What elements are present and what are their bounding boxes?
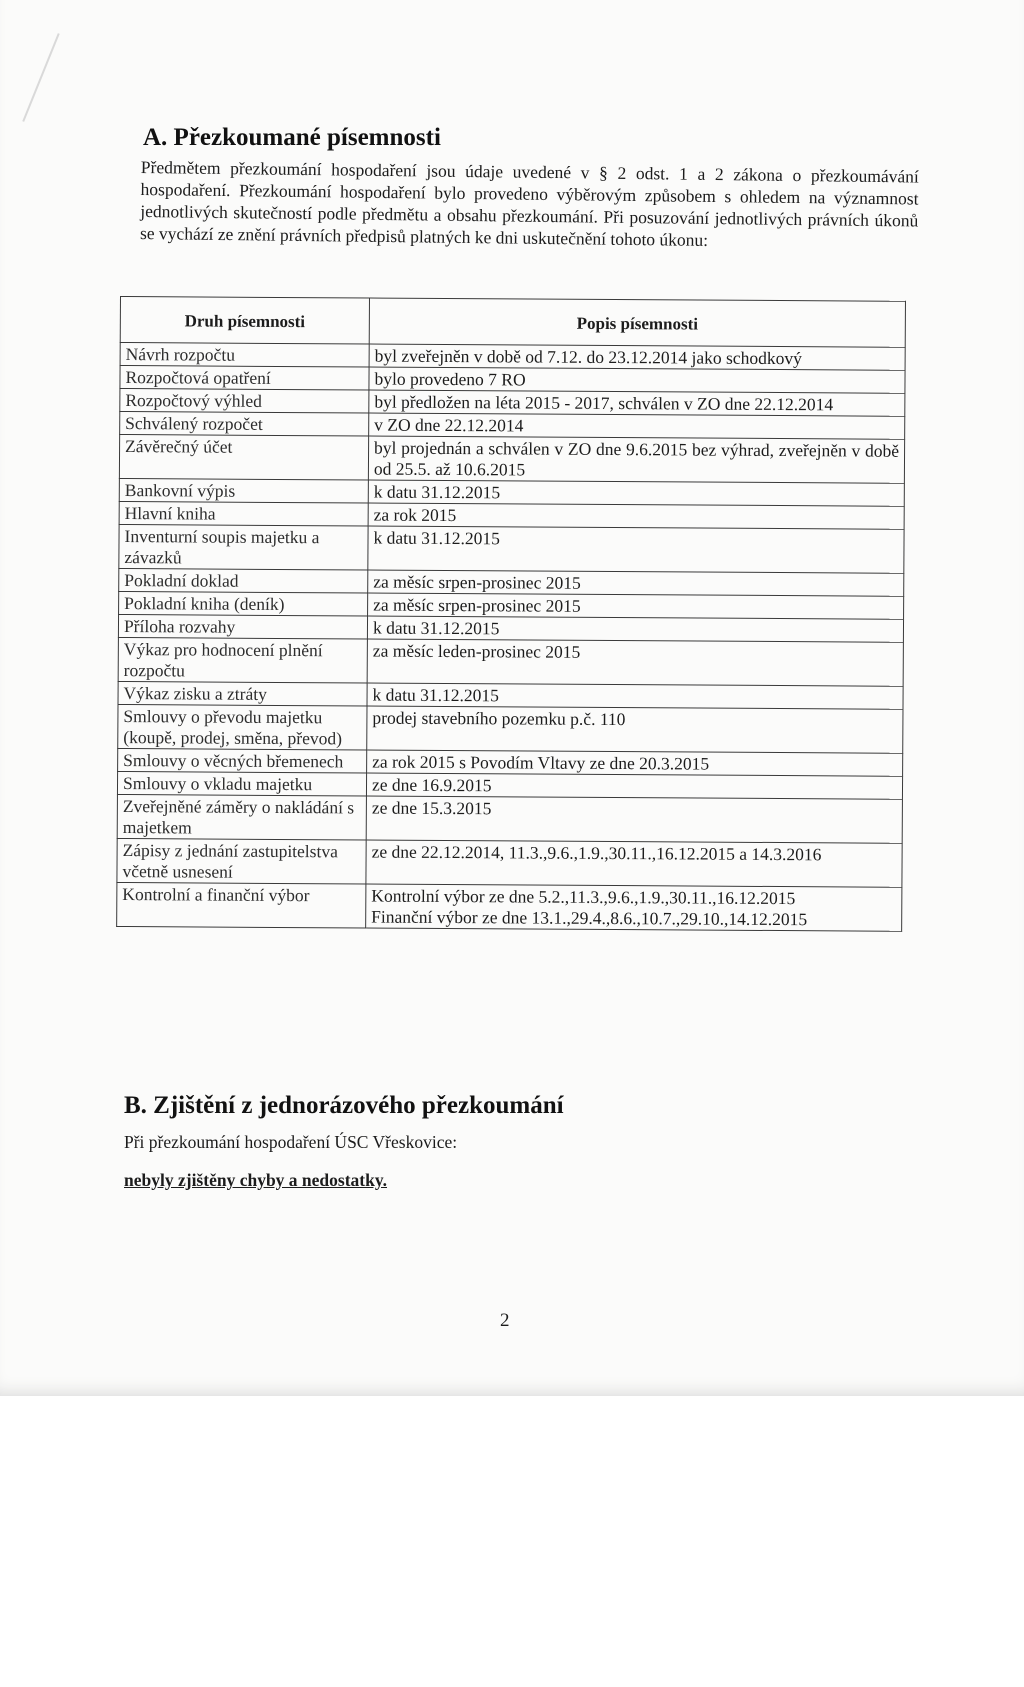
cell-druh: Schválený rozpočet bbox=[120, 412, 369, 437]
cell-popis: byl projednán a schválen v ZO dne 9.6.2015 bez výhrad, zveřejněn v době od 25.5. až 10.6.2015 bbox=[368, 436, 904, 483]
documents-table bbox=[116, 296, 906, 932]
cell-druh: Smlouvy o převodu majetku (koupě, prodej, směna, převod) bbox=[118, 704, 367, 750]
cell-popis: ze dne 16.9.2015 bbox=[366, 773, 902, 799]
cell-popis: za měsíc srpen-prosinec 2015 bbox=[368, 570, 904, 596]
table-header-row bbox=[120, 297, 905, 348]
cell-popis: byl zveřejněn v době od 7.12. do 23.12.2014 jako schodkový bbox=[369, 344, 905, 370]
section-b-heading: B. Zjištění z jednorázového přezkoumání bbox=[124, 1092, 564, 1119]
scan-artifact-line bbox=[22, 33, 59, 122]
table-row bbox=[119, 524, 904, 573]
cell-popis: k datu 31.12.2015 bbox=[367, 616, 903, 642]
cell-popis-line-1: Kontrolní výbor ze dne 5.2.,11.3.,9.6.,1.9.,30.11.,16.12.2015 bbox=[371, 885, 796, 909]
cell-druh: Zveřejněné záměry o nakládání s majetkem bbox=[117, 794, 366, 840]
section-b-result: nebyly zjištěny chyby a nedostatky. bbox=[124, 1170, 388, 1190]
cell-popis bbox=[366, 884, 902, 931]
cell-popis: v ZO dne 22.12.2014 bbox=[369, 413, 905, 439]
cell-popis: bylo provedeno 7 RO bbox=[369, 367, 905, 393]
cell-druh: Pokladní doklad bbox=[119, 568, 368, 593]
cell-druh: Pokladní kniha (deník) bbox=[119, 591, 368, 616]
cell-popis: za rok 2015 bbox=[368, 503, 904, 529]
cell-druh: Závěrečný účet bbox=[119, 435, 368, 481]
section-a-intro: Předmětem přezkoumání hospodaření jsou údaje uvedené v § 2 odst. 1 a 2 zákona o přezkoumávání hospodaření. Přezkoumání hospodaření bylo provedeno výběrovým způsobem s ohledem na významnost jednotlivých skutečností podle předmětu a obsahu přezkoumání. Při posuzování jednotlivých právních úkonů se vychází ze znění právních předpisů platných ke dni uskutečnění tohoto úkonu: bbox=[139, 156, 919, 250]
cell-popis: za měsíc srpen-prosinec 2015 bbox=[368, 593, 904, 619]
cell-druh: Smlouvy o věcných břemenech bbox=[118, 748, 367, 773]
cell-druh: Bankovní výpis bbox=[119, 478, 368, 503]
page-number: 2 bbox=[500, 1310, 510, 1331]
cell-popis: byl předložen na léta 2015 - 2017, schválen v ZO dne 22.12.2014 bbox=[369, 390, 905, 416]
cell-druh: Rozpočtová opatření bbox=[120, 366, 369, 391]
cell-popis: k datu 31.12.2015 bbox=[368, 480, 904, 506]
cell-druh: Inventurní soupis majetku a závazků bbox=[119, 524, 368, 570]
cell-popis: za měsíc leden-prosinec 2015 bbox=[367, 639, 903, 686]
cell-druh: Výkaz zisku a ztráty bbox=[118, 681, 367, 706]
cell-popis: prodej stavebního pozemku p.č. 110 bbox=[367, 706, 903, 753]
table-row bbox=[117, 838, 902, 887]
cell-druh: Kontrolní a finanční výbor bbox=[117, 882, 366, 928]
cell-druh: Výkaz pro hodnocení plnění rozpočtu bbox=[118, 637, 367, 683]
header-popis: Popis písemnosti bbox=[369, 298, 905, 347]
cell-popis-line-2: Finanční výbor ze dne 13.1.,29.4.,8.6.,10.7.,29.10.,14.12.2015 bbox=[371, 906, 808, 930]
cell-popis: za rok 2015 s Povodím Vltavy ze dne 20.3.2015 bbox=[367, 750, 903, 776]
cell-popis: k datu 31.12.2015 bbox=[368, 526, 904, 573]
header-druh: Druh písemnosti bbox=[120, 297, 369, 345]
cell-popis: ze dne 22.12.2014, 11.3.,9.6.,1.9.,30.11.,16.12.2015 a 14.3.2016 bbox=[366, 840, 902, 887]
table-row bbox=[119, 435, 904, 484]
table-row bbox=[117, 794, 902, 843]
cell-druh: Příloha rozvahy bbox=[118, 614, 367, 639]
table-row bbox=[117, 882, 902, 931]
table-row bbox=[118, 704, 903, 753]
cell-druh: Hlavní kniha bbox=[119, 501, 368, 526]
cell-druh: Smlouvy o vkladu majetku bbox=[117, 771, 366, 796]
section-b-intro: Při přezkoumání hospodaření ÚSC Vřeskovice: bbox=[124, 1132, 458, 1152]
cell-popis: k datu 31.12.2015 bbox=[367, 683, 903, 709]
cell-popis: ze dne 15.3.2015 bbox=[366, 796, 902, 843]
cell-druh: Rozpočtový výhled bbox=[120, 389, 369, 414]
cell-druh: Návrh rozpočtu bbox=[120, 343, 369, 368]
table-row bbox=[118, 637, 903, 686]
cell-druh: Zápisy z jednání zastupitelstva včetně usnesení bbox=[117, 838, 366, 884]
section-a-heading: A. Přezkoumané písemnosti bbox=[143, 124, 441, 151]
